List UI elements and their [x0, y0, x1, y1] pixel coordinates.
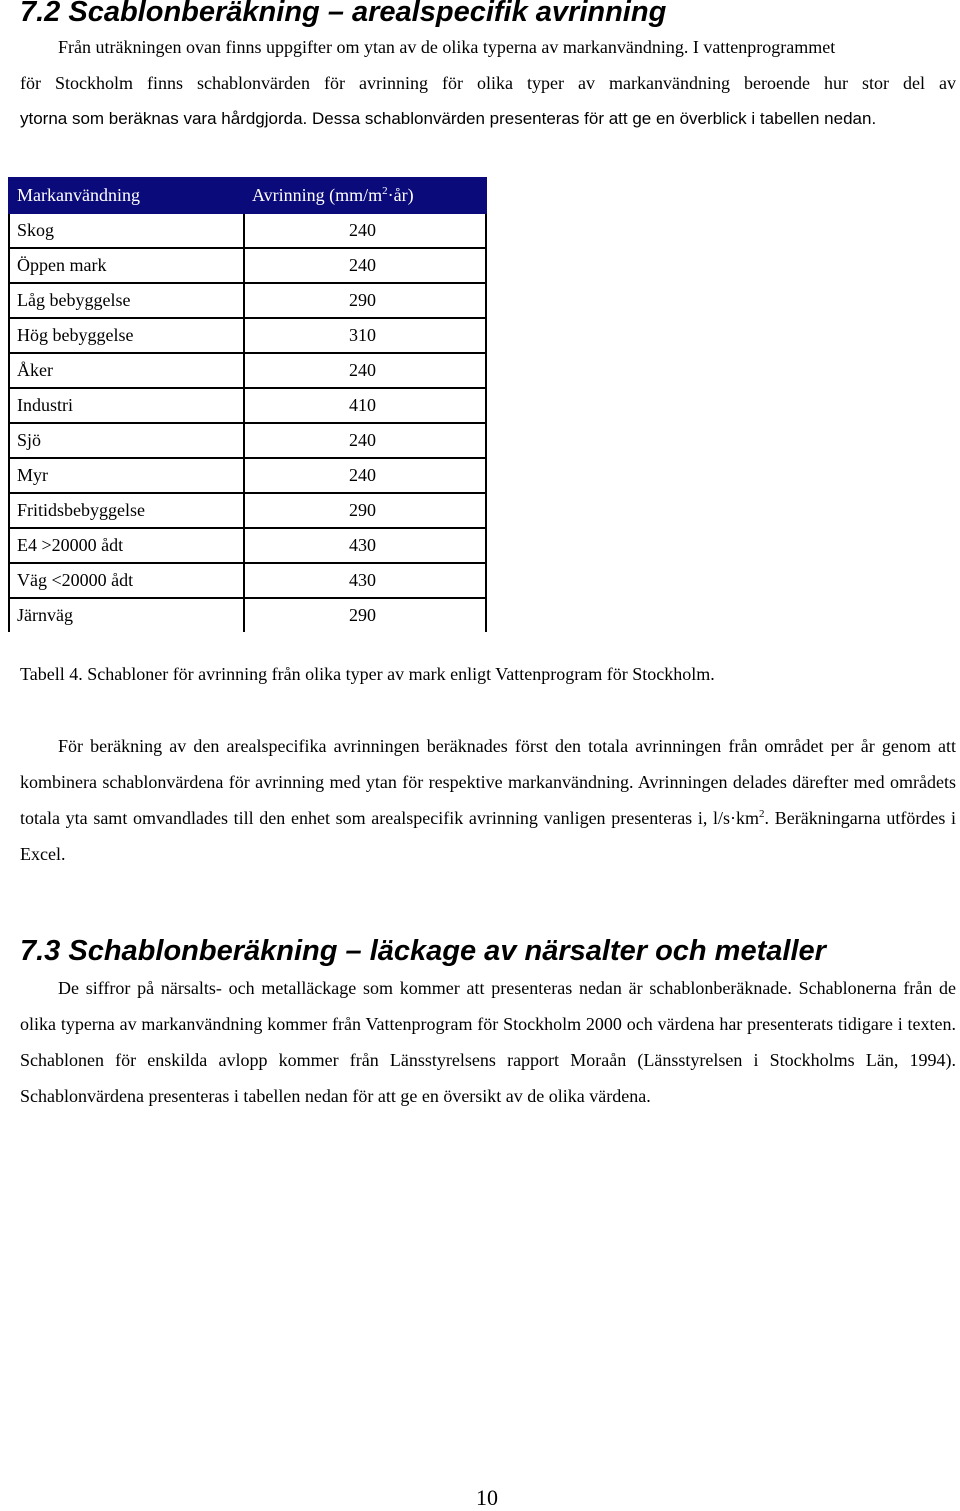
row-value: 430 [244, 528, 486, 563]
row-label: E4 >20000 ådt [9, 528, 244, 563]
table-row [9, 388, 486, 423]
row-label: Skog [9, 213, 244, 248]
section-heading-7-2: 7.2 Scablonberäkning – arealspecifik avrinning [20, 0, 667, 28]
table-row [9, 458, 486, 493]
table-row [9, 563, 486, 598]
header-markanvandning: Markanvändning [9, 178, 244, 213]
table-row [9, 353, 486, 388]
header-avrinning-prefix: Avrinning (mm/m [252, 185, 383, 205]
row-value: 240 [244, 248, 486, 283]
row-label: Industri [9, 388, 244, 423]
method-paragraph [20, 728, 956, 872]
table-row [9, 318, 486, 353]
row-value: 240 [244, 458, 486, 493]
method-sup: 2 [759, 808, 765, 820]
row-label: Myr [9, 458, 244, 493]
table-row [9, 598, 486, 632]
row-value: 240 [244, 213, 486, 248]
intro-paragraph [20, 29, 956, 137]
method-text: För beräkning av den arealspecifika avrinningen beräknades först den totala avrinningen från området per år genom att kombinera schablonvärdena för avrinning med ytan för respektive markanvändning. Avrinningen delades därefter med områdets totala yta samt omvandlades till den enhet som arealspecifik avrinning vanligen presenteras i, l/s·km [20, 736, 956, 828]
section-heading-7-3: 7.3 Schablonberäkning – läckage av närsalter och metaller [20, 935, 826, 967]
table-row [9, 423, 486, 458]
row-label: Järnväg [9, 598, 244, 632]
table-header-row [9, 178, 486, 213]
intro-line-2: för Stockholm finns schablonvärden för avrinning för olika typer av markanvändning beroende hur stor del av [20, 73, 956, 93]
intro-line-1: Från uträkningen ovan finns uppgifter om ytan av de olika typerna av markanvändning. I vattenprogrammet [58, 37, 836, 57]
header-avrinning-sup: 2 [382, 185, 388, 197]
row-value: 430 [244, 563, 486, 598]
table-row [9, 248, 486, 283]
row-value: 290 [244, 493, 486, 528]
page-number: 10 [476, 1485, 498, 1510]
row-label: Fritidsbebyggelse [9, 493, 244, 528]
row-label: Hög bebyggelse [9, 318, 244, 353]
runoff-table [8, 177, 487, 632]
leakage-paragraph: De siffror på närsalts- och metalläckage som kommer att presenteras nedan är schablonberäknade. Schablonerna från de olika typerna av markanvändning kommer från Vattenprogram för Stockholm 2000 och värdena har presenterats tidigare i texten. Schablonen för enskilda avlopp kommer från Länsstyrelsens rapport Moraån (Länsstyrelsen i Stockholms Län, 1994). Schablonvärdena presenteras i tabellen nedan för att ge en översikt av de olika värdena. [20, 978, 956, 1106]
row-value: 240 [244, 423, 486, 458]
method-text-end: . Beräkningarna utfördes i Excel. [20, 808, 957, 864]
row-label: Väg <20000 ådt [9, 563, 244, 598]
table-row [9, 493, 486, 528]
table-caption: Tabell 4. Schabloner för avrinning från olika typer av mark enligt Vattenprogram för Stockholm. [20, 664, 715, 684]
row-value: 290 [244, 598, 486, 632]
header-avrinning [244, 178, 486, 213]
row-value: 410 [244, 388, 486, 423]
row-value: 240 [244, 353, 486, 388]
table-row [9, 283, 486, 318]
row-value: 290 [244, 283, 486, 318]
row-value: 310 [244, 318, 486, 353]
table-row [9, 213, 486, 248]
row-label: Sjö [9, 423, 244, 458]
row-label: Åker [9, 353, 244, 388]
row-label: Låg bebyggelse [9, 283, 244, 318]
row-label: Öppen mark [9, 248, 244, 283]
intro-line-3: ytorna som beräknas vara hårdgjorda. Dessa schablonvärden presenteras för att ge en överblick i tabellen nedan. [20, 109, 877, 128]
header-avrinning-suffix: ·år) [387, 185, 414, 205]
table-row [9, 528, 486, 563]
